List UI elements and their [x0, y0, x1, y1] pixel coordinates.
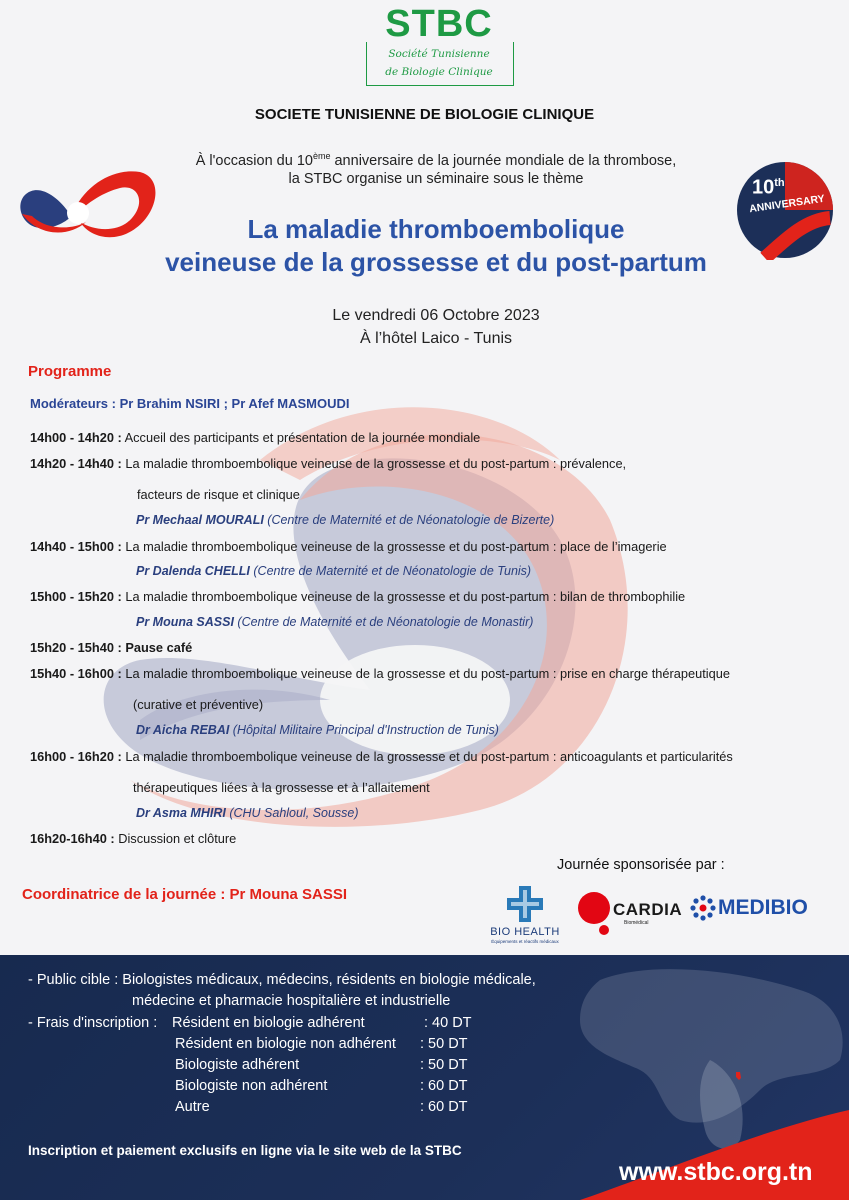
intro-suffix: anniversaire de la journée mondiale de la thrombose, — [330, 152, 677, 169]
intro-line2: la STBC organise un séminaire sous le thème — [288, 171, 584, 187]
program-item-6-cont: (curative et préventive) — [133, 697, 264, 712]
fees-prefix: - Frais d'inscription : — [28, 1015, 158, 1031]
speaker-name: Dr Aicha REBAI — [136, 723, 230, 737]
speaker-name: Dr Asma MHIRI — [136, 806, 226, 820]
logo-line1: Société Tunisienne — [388, 48, 490, 60]
speaker-line — [136, 806, 359, 820]
fee-label: Résident en biologie non adhérent — [175, 1036, 396, 1052]
program-title: Programme — [28, 363, 112, 380]
biohealth-tag: Équipements et réactifs médicaux — [491, 939, 559, 944]
time-slot: 14h00 - 14h20 : — [30, 430, 122, 445]
program-item-5 — [30, 640, 192, 655]
fee-price: : 50 DT — [420, 1057, 468, 1073]
theme-line1: La maladie thromboembolique — [247, 214, 625, 244]
stbc-logo — [362, 4, 516, 84]
coordinator: Coordinatrice de la journée : Pr Mouna SASSI — [22, 886, 348, 903]
public-line2: médecine et pharmacie hospitalière et industrielle — [132, 993, 451, 1009]
item-text: La maladie thromboembolique veineuse de la grossesse et du post-partum : bilan de thrombophilie — [121, 589, 686, 604]
intro-prefix: À l'occasion du 10 — [195, 152, 313, 169]
speaker-affiliation: (Centre de Maternité et de Néonatologie de Bizerte) — [263, 513, 555, 527]
registration-note: Inscription et paiement exclusifs en ligne via le site web de la STBC — [28, 1143, 462, 1158]
item-text: Discussion et clôture — [114, 831, 237, 846]
speaker-affiliation: (Centre de Maternité et de Néonatologie de Tunis) — [249, 564, 532, 578]
speaker-line — [136, 564, 531, 578]
public-line1: - Public cible : Biologistes médicaux, médecins, résidents en biologie médicale, — [28, 972, 536, 988]
theme-line2: veineuse de la grossesse et du post-partum — [165, 247, 707, 277]
anniversary-number-suffix: th — [774, 177, 785, 189]
biohealth-name: BIO HEALTH — [490, 926, 560, 938]
cardia-name: CARDIA — [613, 900, 683, 919]
event-date: Le vendredi 06 Octobre 2023 — [332, 307, 540, 324]
logo-title: STBC — [385, 3, 493, 45]
biohealth-cross-icon — [505, 884, 545, 924]
moderators: Modérateurs : Pr Brahim NSIRI ; Pr Afef MASMOUDI — [30, 396, 350, 411]
program-item-1 — [30, 430, 480, 445]
event-venue: À l’hôtel Laico - Tunis — [359, 330, 513, 347]
cardia-dots-icon — [576, 890, 612, 940]
intro-line1 — [0, 151, 849, 169]
fee-price: : 60 DT — [420, 1099, 468, 1115]
anniversary-word: ANNIVERSARY — [748, 192, 826, 216]
fee-price: : 50 DT — [420, 1036, 468, 1052]
time-slot: 15h20 - 15h40 : — [30, 640, 122, 655]
time-slot: 14h40 - 15h00 : — [30, 539, 122, 554]
sponsors-label: Journée sponsorisée par : — [557, 857, 725, 873]
program-item-4 — [30, 589, 685, 604]
program-item-7-cont: thérapeutiques liées à la grossesse et à l’allaitement — [133, 780, 430, 795]
time-slot: 15h00 - 15h20 : — [30, 589, 122, 604]
program-item-6 — [30, 666, 730, 681]
society-name: SOCIETE TUNISIENNE DE BIOLOGIE CLINIQUE — [254, 106, 595, 123]
item-text: Accueil des participants et présentation de la journée mondiale — [121, 430, 481, 445]
program-item-8 — [30, 831, 236, 846]
item-text: La maladie thromboembolique veineuse de la grossesse et du post-partum : prévalence, — [121, 456, 627, 471]
program-item-3 — [30, 539, 667, 554]
time-slot: 16h00 - 16h20 : — [30, 749, 122, 764]
fee-price: : 60 DT — [420, 1078, 468, 1094]
time-slot: 16h20-16h40 : — [30, 831, 115, 846]
fee-label: Autre — [175, 1099, 210, 1115]
speaker-affiliation: (Centre de Maternité et de Néonatologie de Monastir) — [233, 615, 534, 629]
speaker-name: Pr Mechaal MOURALI — [136, 513, 264, 527]
program-item-2 — [30, 456, 626, 471]
intro-sup: ème — [312, 151, 331, 161]
medibio-name: MEDIBIO — [718, 896, 808, 919]
medibio-ring-icon — [690, 895, 716, 921]
fee-label: Biologiste non adhérent — [175, 1078, 328, 1094]
speaker-name: Pr Dalenda CHELLI — [136, 564, 250, 578]
speaker-name: Pr Mouna SASSI — [136, 615, 234, 629]
speaker-affiliation: (Hôpital Militaire Principal d'Instruction de Tunis) — [229, 723, 499, 737]
time-slot: 14h20 - 14h40 : — [30, 456, 122, 471]
fee-price: : 40 DT — [424, 1015, 472, 1031]
speaker-affiliation: (CHU Sahloul, Sousse) — [225, 806, 359, 820]
speaker-line — [136, 513, 554, 527]
speaker-line — [136, 615, 533, 629]
time-slot: 15h40 - 16h00 : — [30, 666, 122, 681]
program-item-2-cont: facteurs de risque et clinique — [137, 487, 300, 502]
item-text: La maladie thromboembolique veineuse de la grossesse et du post-partum : anticoagulants et particularités — [121, 749, 733, 764]
item-text: La maladie thromboembolique veineuse de la grossesse et du post-partum : place de l’imagerie — [121, 539, 667, 554]
item-text: La maladie thromboembolique veineuse de la grossesse et du post-partum : prise en charge thérapeutique — [121, 666, 730, 681]
fee-label: Résident en biologie adhérent — [172, 1015, 365, 1031]
cardia-tag: Biomédical — [624, 920, 649, 926]
item-text: Pause café — [121, 640, 193, 655]
fee-label: Biologiste adhérent — [175, 1057, 300, 1073]
speaker-line — [136, 723, 499, 737]
logo-line2: de Biologie Clinique — [385, 66, 493, 78]
website-link[interactable]: www.stbc.org.tn — [619, 1158, 813, 1186]
program-item-7 — [30, 749, 733, 764]
anniversary-number-value: 10 — [752, 176, 775, 199]
